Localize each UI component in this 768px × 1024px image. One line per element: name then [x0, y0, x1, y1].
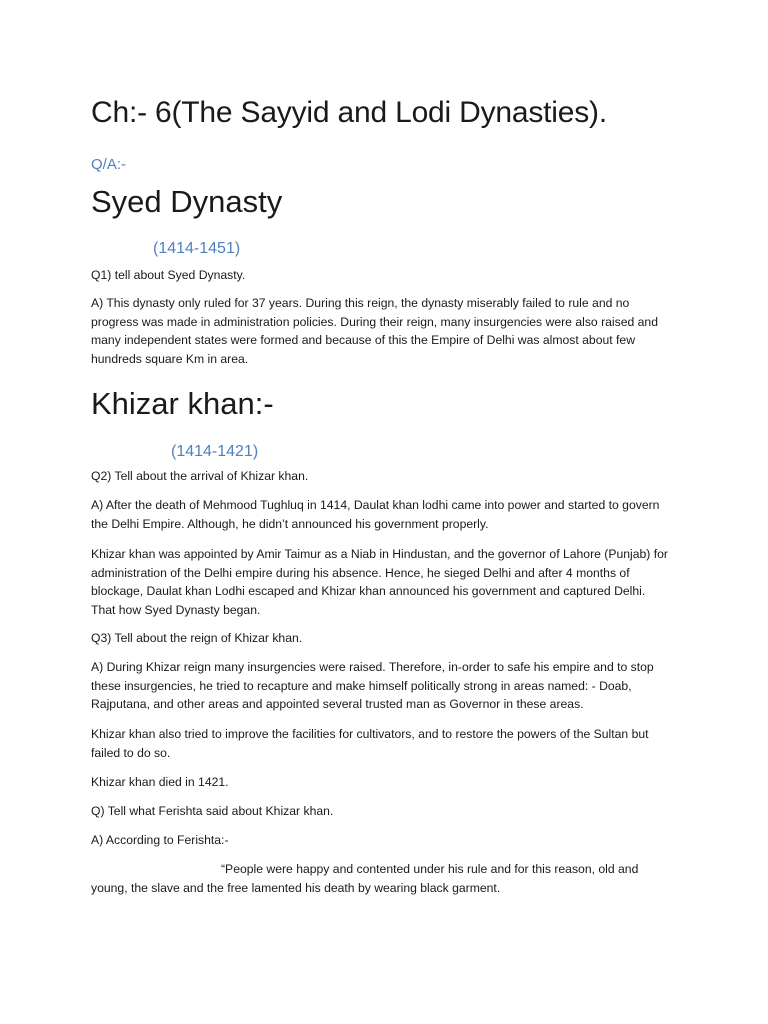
ferishta-quote: “People were happy and contented under his rule and for this reason, old and young, the slave and the free lamented his death by wearing black garment. [91, 862, 639, 895]
question-2: Q2) Tell about the arrival of Khizar khan. [91, 469, 309, 483]
question-3: Q3) Tell about the reign of Khizar khan. [91, 631, 303, 645]
answer-4: A) According to Ferishta:- [91, 833, 229, 847]
syed-dynasty-years: (1414-1451) [153, 240, 241, 257]
section-title-syed-dynasty: Syed Dynasty [91, 184, 283, 219]
khizar-khan-years: (1414-1421) [171, 443, 259, 460]
chapter-title: Ch:- 6(The Sayyid and Lodi Dynasties). [91, 96, 607, 129]
qa-label: Q/A:- [91, 156, 127, 173]
question-4: Q) Tell what Ferishta said about Khizar khan. [91, 804, 334, 818]
section-title-khizar-khan: Khizar khan:- [91, 386, 274, 421]
answer-2-paragraph-2: Khizar khan was appointed by Amir Taimur as a Niab in Hindustan, and the governor of Lahore (Punjab) for administration of the Delhi empire during his absence. Hence, he sieged Delhi and after 4 months of blockage, Daulat khan Lodhi escaped and Khizar khan announced his government and captured Delhi. That how Syed Dynasty began. [91, 547, 668, 617]
answer-1: A) This dynasty only ruled for 37 years. During this reign, the dynasty miserably failed to rule and no progress was made in administration policies. During their reign, many insurgencies were also raised and many independent states were formed and because of this the Empire of Delhi was almost about few hundreds square Km in area. [91, 296, 658, 366]
answer-3-paragraph-2: Khizar khan also tried to improve the facilities for cultivators, and to restore the powers of the Sultan but failed to do so. [91, 727, 649, 760]
answer-2-paragraph-1: A) After the death of Mehmood Tughluq in 1414, Daulat khan lodhi came into power and started to govern the Delhi Empire. Although, he didn’t announced his government properly. [91, 498, 660, 531]
answer-3-paragraph-1: A) During Khizar reign many insurgencies were raised. Therefore, in-order to safe his empire and to stop these insurgencies, he tried to recapture and make himself politically strong in areas named: - Doab, Rajputana, and other areas and appointed several trusted man as Governor in these areas. [91, 660, 654, 712]
question-1: Q1) tell about Syed Dynasty. [91, 268, 246, 282]
answer-3-paragraph-3: Khizar khan died in 1421. [91, 775, 229, 789]
